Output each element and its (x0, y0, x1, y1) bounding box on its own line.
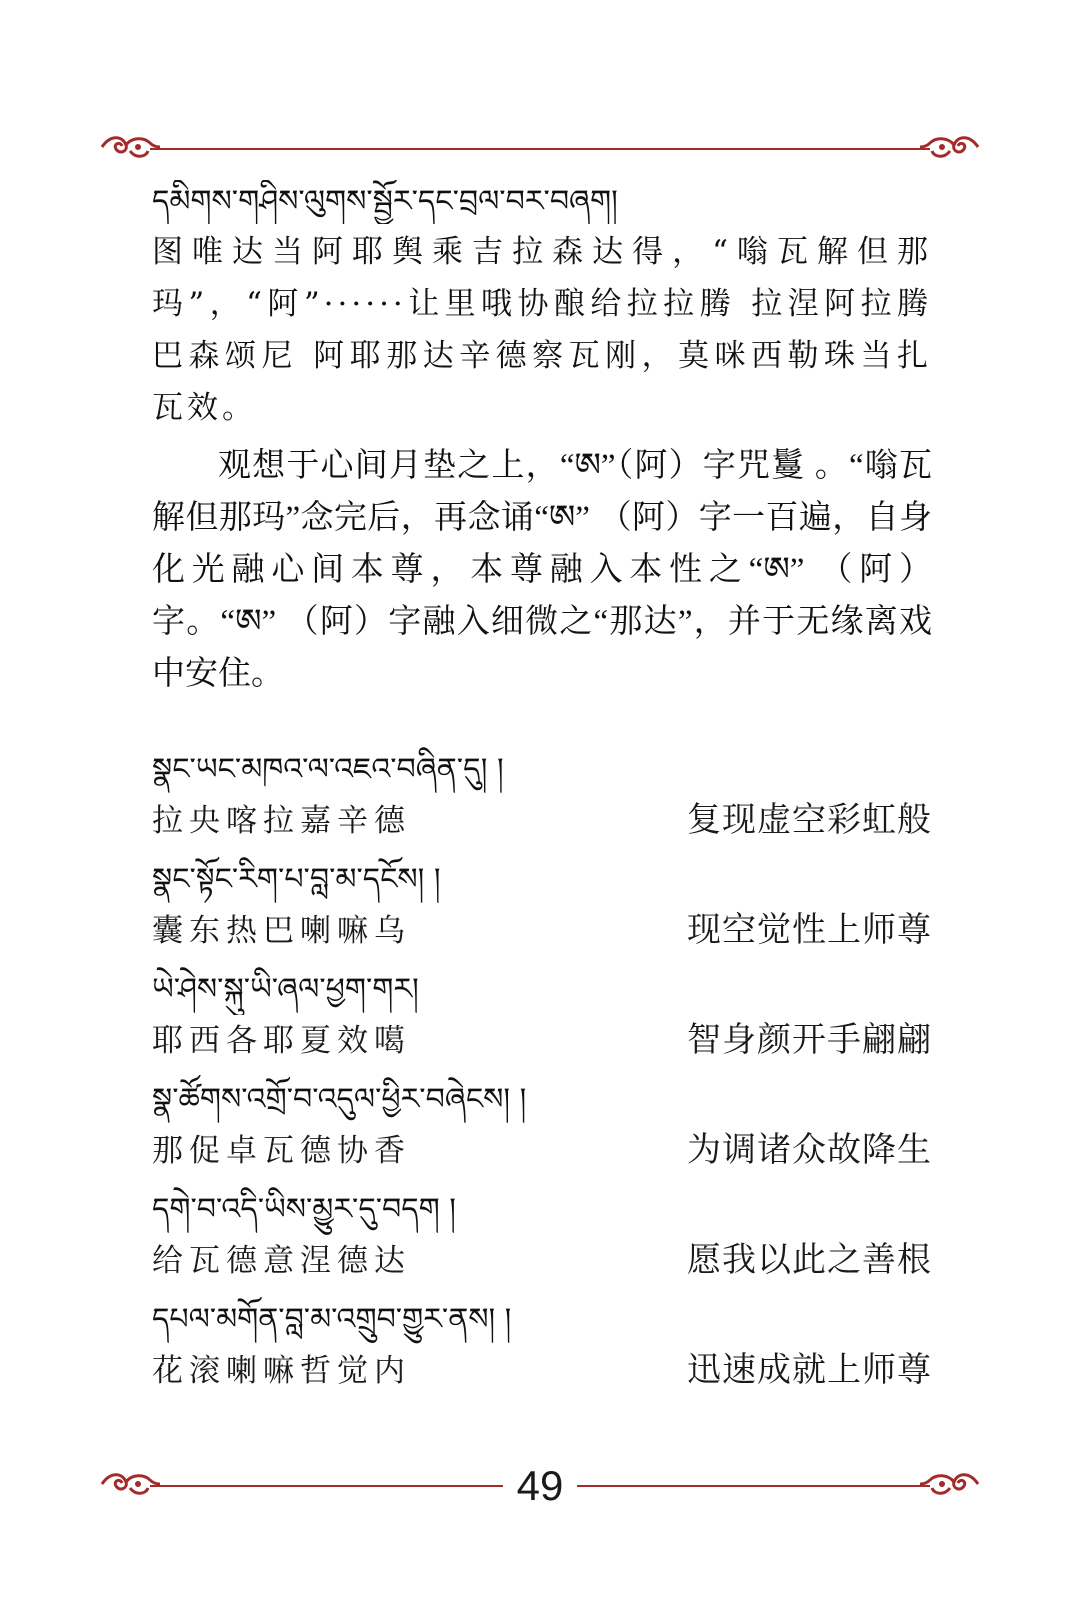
verse-tibetan: དཔལ་མགོན་བླ་མ་འགྲུབ་གྱུར་ནས། ། (152, 1302, 512, 1337)
verse-phonetic: 给瓦德意涅德达 (152, 1243, 411, 1279)
verse-section (152, 745, 932, 1405)
verse-tibetan: ཡེ་ཤེས་སྐུ་ཡི་ཞལ་ཕྱག་གར། (152, 972, 419, 1007)
verse-item (152, 745, 932, 847)
verse-chinese: 复现虚空彩虹般 (687, 802, 932, 839)
intro-tibetan-text: དམིགས་གཤིས་ལུགས་སྦྱོར་དང་བྲལ་བར་བཞག། (152, 184, 618, 219)
verse-phonetic: 那促卓瓦德协香 (152, 1133, 411, 1169)
verse-chinese: 愿我以此之善根 (687, 1242, 932, 1279)
verse-phonetic: 耶西各耶夏效噶 (152, 1023, 411, 1059)
page-number (0, 1456, 1080, 1516)
verse-item (152, 1295, 932, 1397)
scroll-ornament-icon (920, 133, 980, 161)
verse-phonetic: 花滚喇嘛哲觉内 (152, 1353, 411, 1389)
intro-phonetic-text: 图唯达当阿耶舆乘吉拉森达得，“嗡瓦解但那玛”，“阿”······让里哦协酿给拉拉腾 拉涅阿拉腾巴森颂尼 阿耶那达辛德察瓦刚，莫咪西勒珠当扎瓦效。 (152, 234, 932, 426)
intro-section (152, 180, 932, 700)
intro-translation-text: 观想于心间月垫之上，“ཨ”（阿）字咒鬘 。“嗡瓦解但那玛”念完后，再念诵“ཨ” （阿）字一百遍，自身化光融心间本尊，本尊融入本性之“ཨ” （阿） 字。“ཨ” （阿）字融入细微之“那达”，并于无缘离戏中安住。 (152, 448, 932, 692)
page-number-label: 49 (503, 1462, 578, 1509)
verse-tibetan: སྣ་ཚོགས་འགྲོ་བ་འདུལ་ཕྱིར་བཞེངས། ། (152, 1082, 527, 1117)
verse-chinese: 智身颜开手翩翩 (687, 1022, 932, 1059)
verse-tibetan: དགེ་བ་འདི་ཡིས་མྱུར་དུ་བདག ། (152, 1192, 456, 1227)
verse-item (152, 1185, 932, 1287)
verse-tibetan: སྣང་ཡང་མཁའ་ལ་འཇའ་བཞིན་དུ། ། (152, 752, 504, 787)
verse-phonetic: 囊东热巴喇嘛乌 (152, 913, 411, 949)
verse-chinese: 现空觉性上师尊 (687, 912, 932, 949)
verse-chinese: 迅速成就上师尊 (687, 1352, 932, 1389)
top-border-line (150, 148, 930, 150)
verse-chinese: 为调诸众故降生 (687, 1132, 932, 1169)
verse-item (152, 855, 932, 957)
verse-item (152, 1075, 932, 1177)
verse-phonetic: 拉央喀拉嘉辛德 (152, 803, 411, 839)
verse-item (152, 965, 932, 1067)
verse-tibetan: སྣང་སྟོང་རིག་པ་བླ་མ་དངོས། ། (152, 862, 441, 897)
scroll-ornament-icon (100, 133, 160, 161)
